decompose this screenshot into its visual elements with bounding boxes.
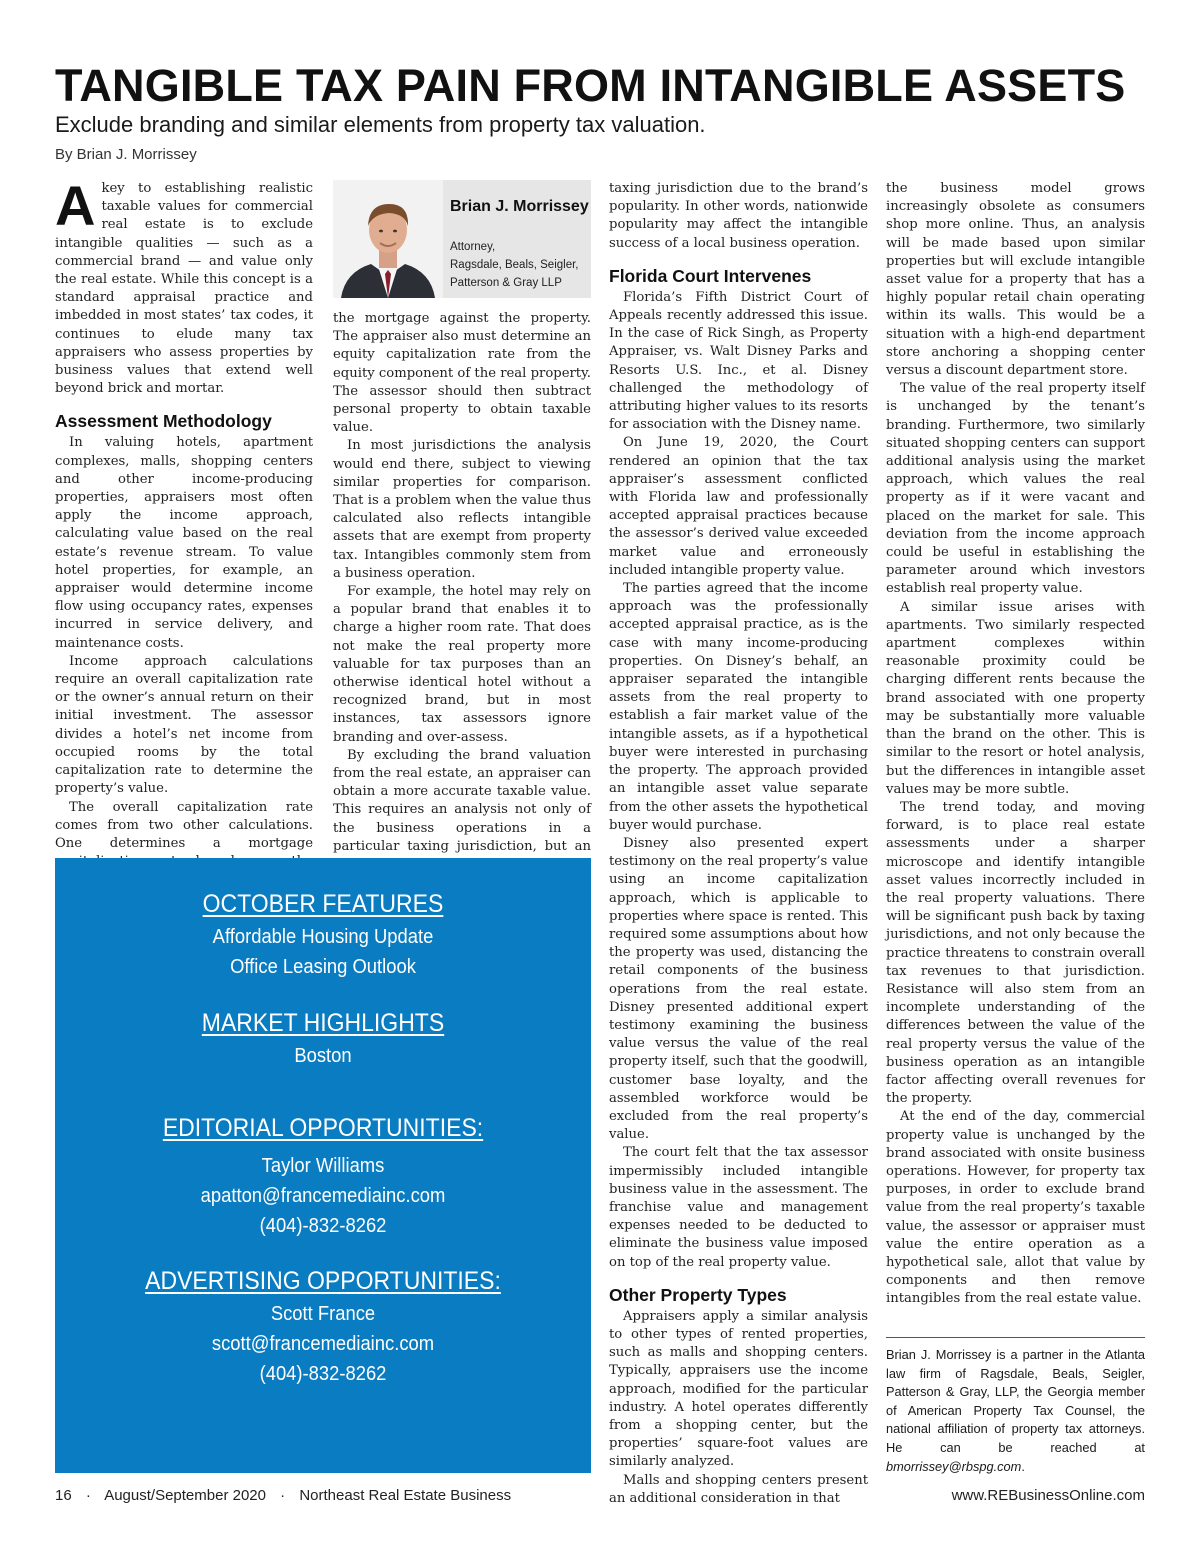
separator: · xyxy=(280,1487,286,1504)
column-2 xyxy=(333,310,591,855)
section-heading-assessment: Assessment Methodology xyxy=(55,411,272,432)
paragraph: The overall capitalization rate comes from two other calculations. One determines a mortgage xyxy=(55,799,313,851)
editorial-phone: (404)-832-8262 xyxy=(259,1215,387,1237)
paragraph: The court felt that the tax assessor impermissibly included intangible business value in the assessment. The franchise value and management expenses needed to be deducted to eliminate the business value imposed on top of the real property value. xyxy=(609,1145,868,1270)
paragraph: The trend today, and moving forward, is to place real estate assessments under a sharper microscope and identify intangible asset values incorrectly included in the real property valuations. There will be significant push back by taxing jurisdictions, and not only because the practice threatens to constrain overall tax revenues to that jurisdiction. Resistance will also stem from an incomplete understanding of the differences between the value of the real property versus the value of the business operation as an intangible factor affecting overall revenues for the property. xyxy=(886,799,1145,1107)
ad-block xyxy=(55,858,591,1473)
feature-line: Office Leasing Outlook xyxy=(230,956,416,978)
paragraph: By excluding the brand valuation from the real estate, an appraiser can obtain a more accurate taxable value. This requires an analysis not only of the business operations in a particular taxing jurisdiction, but an xyxy=(333,747,591,854)
paragraph: In valuing hotels, apartment complexes, malls, shopping centers and other income-producing properties, appraisers most often apply the income approach, calculating value based on the real estate’s revenue stream. To value hotel properties, for example, an appraiser would determine income flow using occupancy rates, expenses incurred in service delivery, and maintenance costs. xyxy=(55,435,313,651)
advertising-email[interactable]: scott@francemediainc.com xyxy=(211,1333,435,1355)
paragraph: Income approach calculations require an overall capitalization rate or the owner’s annual return on their initial investment. The assessor divides a hotel’s net income from occupied rooms by the total capitalization rate to determine the property’s value. xyxy=(55,653,313,797)
column-1 xyxy=(55,174,313,860)
author-photo xyxy=(333,180,443,298)
article-subtitle: Exclude branding and similar elements from property tax valuation. xyxy=(55,112,706,137)
paragraph: taxing jurisdiction due to the brand’s popularity. In other words, nationwide popularity may affect the intangible success of a local business operation. xyxy=(609,181,868,251)
website-link[interactable]: www.REBusinessOnline.com xyxy=(951,1487,1145,1504)
paragraph: In most jurisdictions the analysis would end there, subject to viewing similar properties for comparison. That is a problem when the value thus calculated also reflects intangible assets that are exempt from property tax. Intangibles commonly stem from a business operation. xyxy=(333,438,591,581)
author-name: Brian J. Morrissey xyxy=(450,198,589,215)
editorial-email[interactable]: apatton@francemediainc.com xyxy=(200,1185,446,1207)
author-box xyxy=(333,180,591,298)
paragraph: The parties agreed that the income approach was the professionally accepted appraisal practice, as is the case with many income-producing properties. On Disney’s behalf, an appraiser separated the intangible assets from the real property to establish a fair market value of the intangible assets, as if a hypothetical buyer were interested in purchasing the property. The approach provided an intangible asset value separate from the other assets the hypothetical buyer would purchase. xyxy=(609,581,868,833)
author-email[interactable]: bmorrissey@rbspg.com xyxy=(886,1458,1022,1474)
paragraph: Disney also presented expert testimony on the real property’s value using an income capitalization approach, which is applicable to properties where space is rented. This required some assumptions about how the property was used, distancing the retail components of the business operations from the real estate. Disney presented additional expert testimony examining the business value versus the value of the real property itself, such that the goodwill, customer base loyalty, and the assembled workforce would be excluded from the real property’s value. xyxy=(609,835,868,1143)
article-title: TANGIBLE TAX PAIN FROM INTANGIBLE ASSETS xyxy=(55,60,1126,111)
paragraph: At the end of the day, commercial property value is unchanged by the brand associated with onsite business operations. However, for property tax purposes, in order to exclude brand value from the real property’s taxable value, the assessor or appraiser must value the entire operation as a hypothetical sale, allot that value by components and then remove intangibles from the real estate value. xyxy=(886,1109,1145,1307)
publication-name: Northeast Real Estate Business xyxy=(299,1487,512,1504)
paragraph: The value of the real property itself is unchanged by the tenant’s branding. Furthermore, two similarly situated shopping centers can support additional analysis using the market approach, which values the real property as if it were vacant and placed on the market for sale. This deviation from the income approach could be useful in establishing the parameter around which investors establish real property value. xyxy=(886,381,1145,597)
editorial-contact-name: Taylor Williams xyxy=(261,1155,385,1177)
paragraph: Malls and shopping centers present an additional consideration in that xyxy=(609,1472,868,1506)
author-title: Attorney, Ragsdale, Beals, Seigler, Patterson & Gray LLP xyxy=(450,241,579,289)
paragraph: Florida’s Fifth District Court of Appeals recently addressed this issue. In the case of Rick Singh, as Property Appraiser, vs. Walt Disney Parks and Resorts U.S. Inc., et al. Disney challenged the methodology of attributing higher values to its resorts for association with the Disney name. xyxy=(609,289,868,433)
drop-cap: A xyxy=(55,174,96,237)
author-bio: Brian J. Morrissey is a partner in the Atlanta law firm of Ragsdale, Beals, Seigler, Patterson & Gray, LLP, the Georgia member of American Property Tax Counsel, the national affiliation of property tax attorneys. He can be reached at bmorrissey@rbspg.com. xyxy=(886,1347,1145,1474)
column-4 xyxy=(886,180,1145,1330)
section-heading-florida: Florida Court Intervenes xyxy=(609,265,812,286)
lead-paragraph: Akey to establishing realistic taxable values for commercial real estate is to exclude intangible qualities — such as a commercial brand — and value only the real estate. While this concept is a standard appraisal practice and imbedded in most states’ tax codes, it continues to elude many tax appraisers who assess properties by business values that extend well beyond brick and mortar. xyxy=(55,174,313,397)
separator: · xyxy=(85,1487,91,1504)
market-line: Boston xyxy=(294,1045,352,1067)
issue-date: August/September 2020 xyxy=(104,1487,266,1504)
editorial-heading: EDITORIAL OPPORTUNITIES: xyxy=(162,1114,484,1142)
paragraph: the business model grows increasingly obsolete as consumers shop more online. Thus, an analysis will be made based upon similar properties but will exclude intangible asset value for a property that has a highly popular retail chain operating within its walls. This would be a situation with a high-end department store anchoring a shopping center versus a discount department store. xyxy=(886,181,1145,379)
advertising-heading: ADVERTISING OPPORTUNITIES: xyxy=(145,1267,501,1295)
page-number: 16 xyxy=(55,1487,72,1504)
byline: By Brian J. Morrissey xyxy=(55,146,197,163)
feature-line: Affordable Housing Update xyxy=(212,926,434,948)
paragraph: Appraisers apply a similar analysis to other types of rented properties, such as malls and shopping centers. Typically, appraisers use the income approach, modified for the particular industry. A hotel operates differently from a shopping center, but the properties’ square-foot values are similarly analyzed. xyxy=(609,1308,868,1470)
paragraph: On June 19, 2020, the Court rendered an opinion that the tax appraiser’s assessment conflicted with Florida law and professionally accepted appraisal practices because the assessor’s derived value exceeded market value and erroneously included intangible property value. xyxy=(609,435,868,578)
paragraph: For example, the hotel may rely on a popular brand that enables it to charge a higher room rate. That does not make the real property more valuable for tax purposes than an otherwise identical hotel without a recognized brand, but in most instances, tax assessors ignore branding and over-assess. xyxy=(333,584,591,745)
market-highlights-heading: MARKET HIGHLIGHTS xyxy=(201,1009,445,1037)
column-3 xyxy=(609,180,868,1506)
section-heading-other-types: Other Property Types xyxy=(609,1284,787,1305)
paragraph: A similar issue arises with apartments. Two similarly respected apartment complexes within reasonable proximity could be charging different rents because the brand associated with one property may be substantially more valuable than the brand on the other. This is similar to the resort or hotel analysis, but the differences in intangible asset values may be more subtle. xyxy=(886,599,1145,797)
october-features-heading: OCTOBER FEATURES xyxy=(202,890,444,918)
bio-divider xyxy=(886,1337,1145,1338)
paragraph: the mortgage against the property. The appraiser also must determine an equity capitalization rate from the equity component of the real property. The assessor should then subtract personal property to obtain taxable value. xyxy=(333,311,591,436)
advertising-contact-name: Scott France xyxy=(270,1303,376,1325)
advertising-phone: (404)-832-8262 xyxy=(259,1363,387,1385)
footer-info xyxy=(55,1486,511,1506)
